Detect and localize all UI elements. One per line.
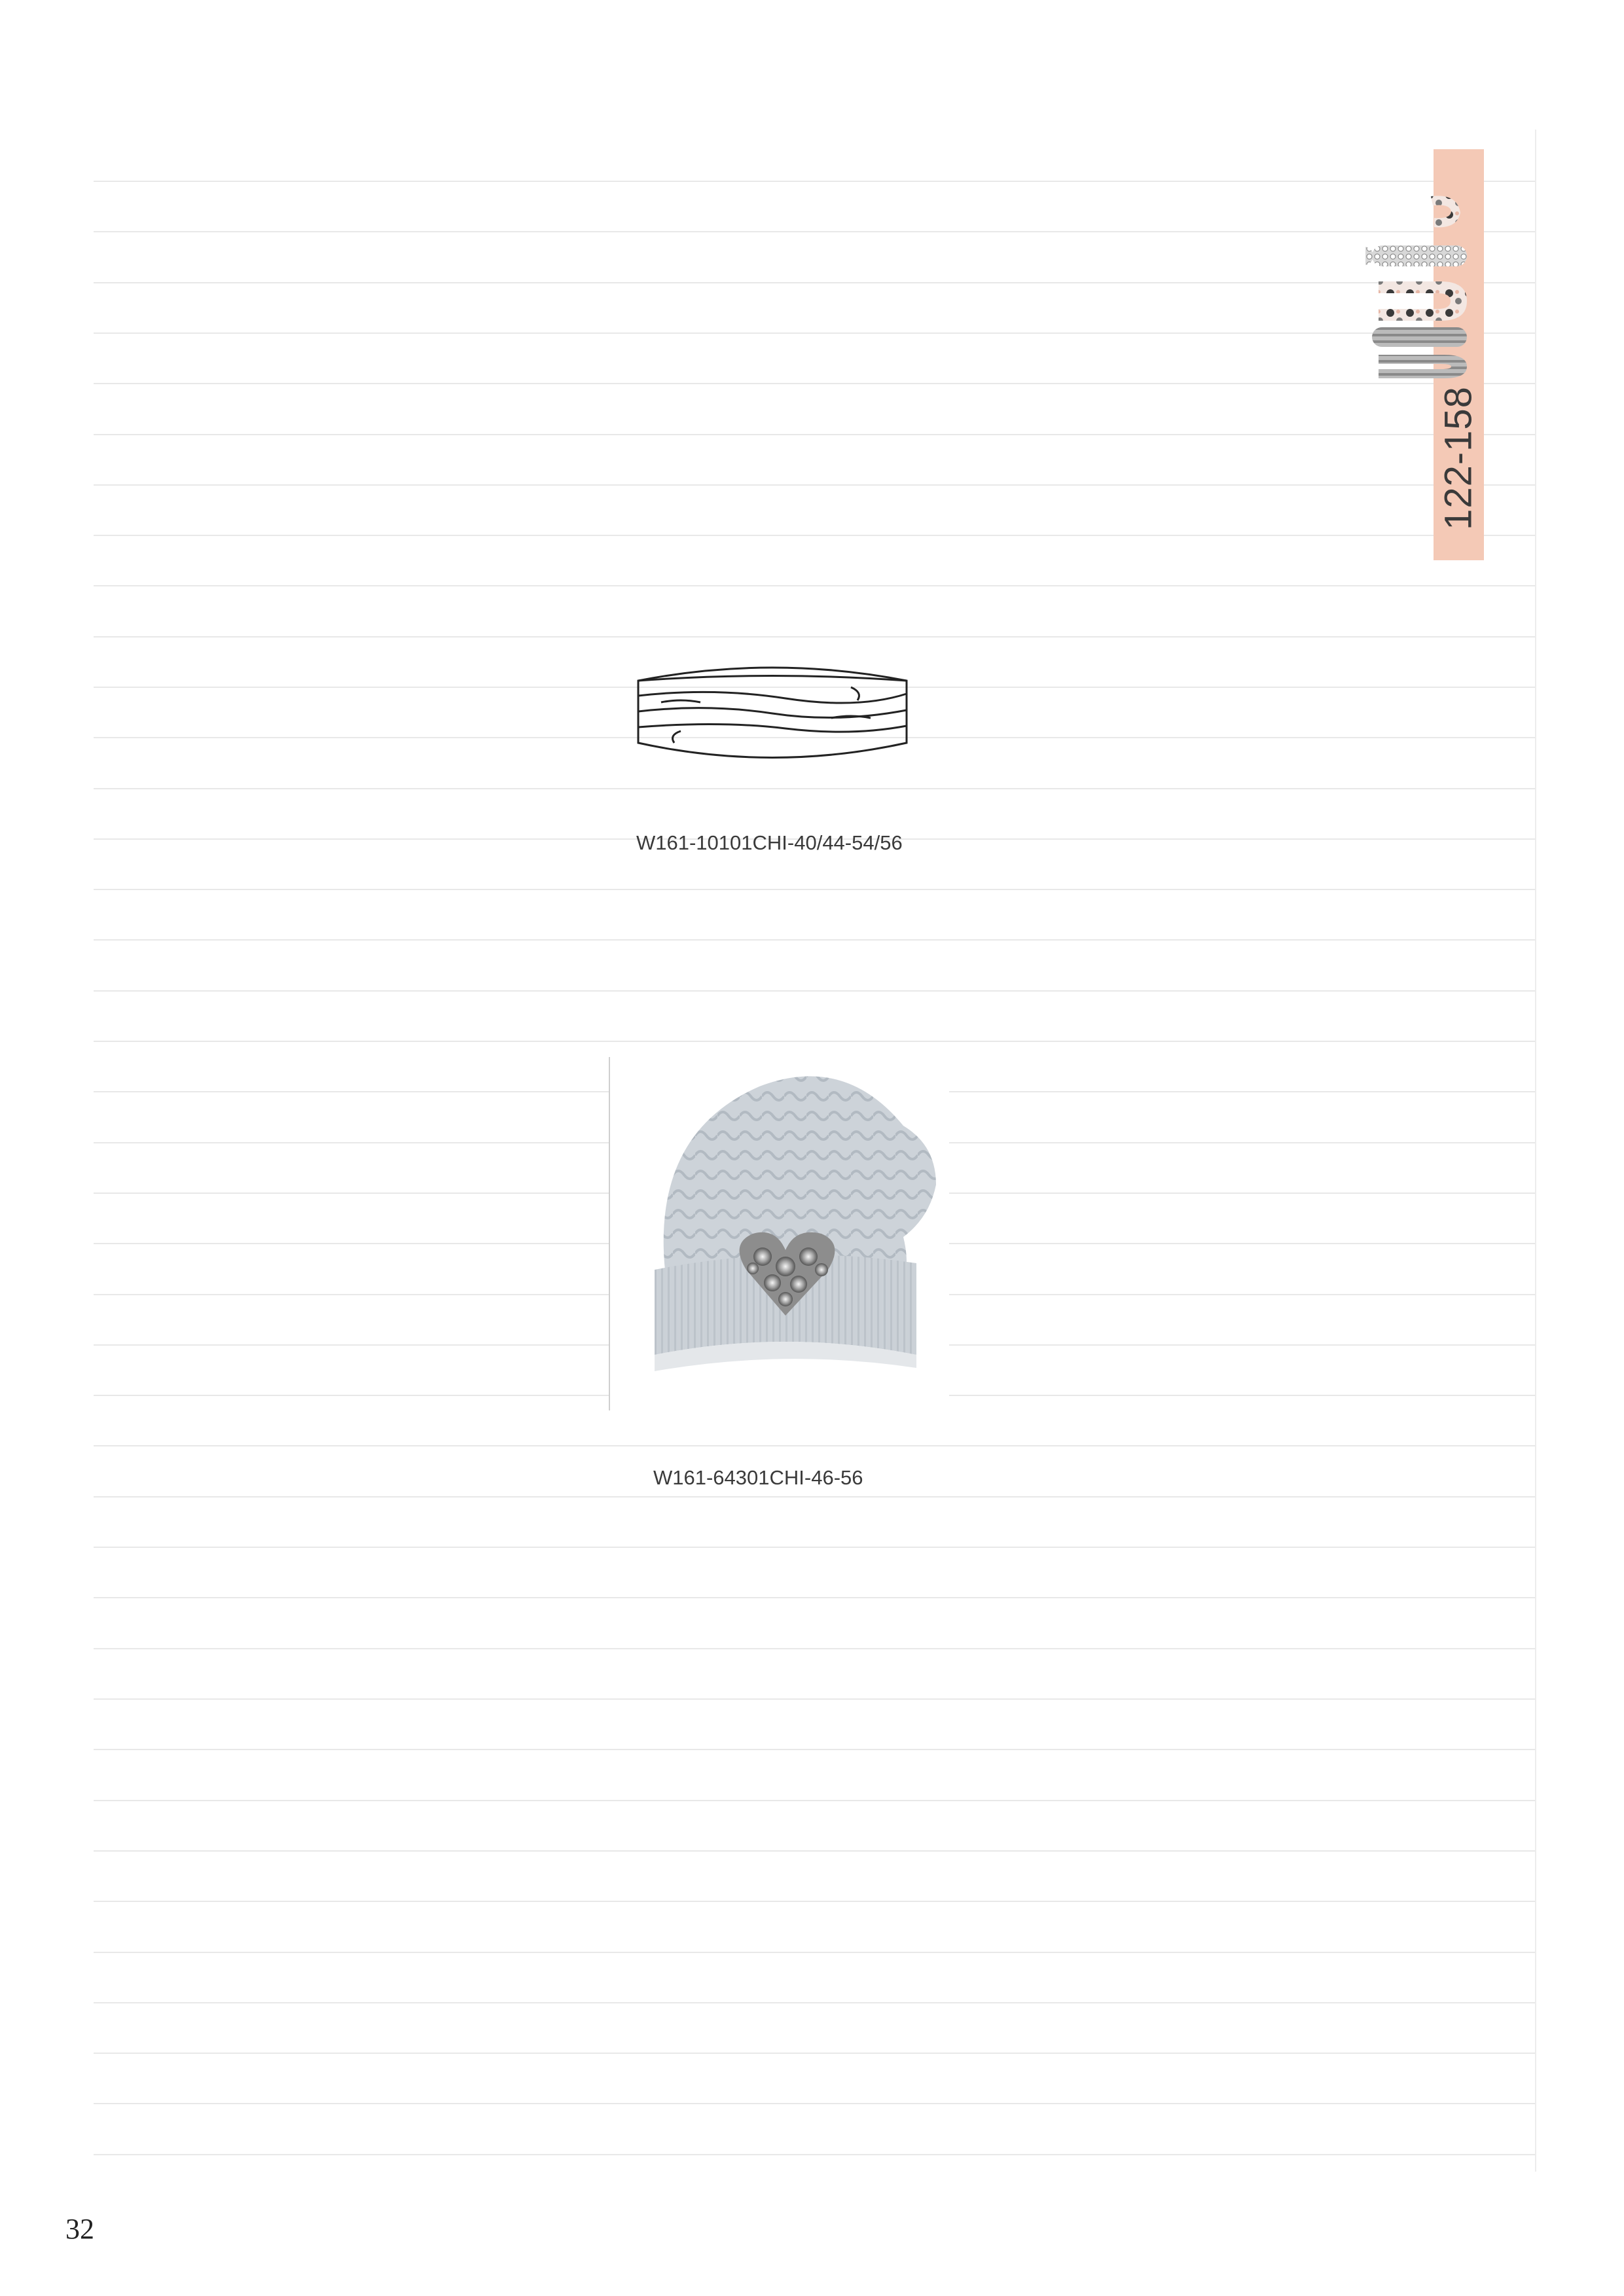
ruled-line: [94, 2053, 1535, 2054]
ruled-line: [94, 1445, 1535, 1446]
ruled-line: [94, 990, 1535, 992]
ruled-line: [94, 1041, 1535, 1042]
page-right-border: [1535, 130, 1536, 2172]
ruled-line: [94, 585, 1535, 586]
ruled-line: [94, 383, 1535, 384]
ruled-line: [94, 1698, 1535, 1700]
ruled-line: [94, 1749, 1535, 1750]
ruled-line: [94, 889, 1535, 890]
product-code: W161-64301CHI-46-56: [653, 1466, 863, 1489]
size-range-label: 122-158: [1437, 386, 1480, 530]
photo-divider: [609, 1057, 610, 1410]
ruled-line: [94, 2154, 1535, 2155]
ruled-line: [94, 1597, 1535, 1598]
product-code: W161-10101CHI-40/44-54/56: [636, 831, 903, 854]
ruled-line: [94, 484, 1535, 486]
ruled-line: [94, 1496, 1535, 1498]
ruled-line: [94, 535, 1535, 536]
headband-line-drawing-icon: [635, 658, 910, 769]
ruled-line: [94, 282, 1535, 283]
ruled-line: [94, 1952, 1535, 1953]
ruled-line: [94, 1850, 1535, 1852]
ruled-line: [94, 434, 1535, 435]
ruled-line: [94, 2103, 1535, 2104]
ruled-line: [94, 332, 1535, 334]
ruled-line: [94, 636, 1535, 637]
ruled-line: [94, 231, 1535, 232]
ruled-line: [94, 181, 1535, 182]
ruled-line: [94, 1901, 1535, 1902]
ruled-line: [94, 1648, 1535, 1649]
ruled-line: [94, 2002, 1535, 2003]
brand-logo: [1365, 190, 1477, 380]
ruled-line: [94, 939, 1535, 941]
grey-knit-beanie-photo: [628, 1047, 949, 1401]
ruled-line: [94, 788, 1535, 789]
ruled-line: [94, 1800, 1535, 1801]
ruled-line: [94, 1547, 1535, 1548]
page-number: 32: [65, 2213, 94, 2245]
